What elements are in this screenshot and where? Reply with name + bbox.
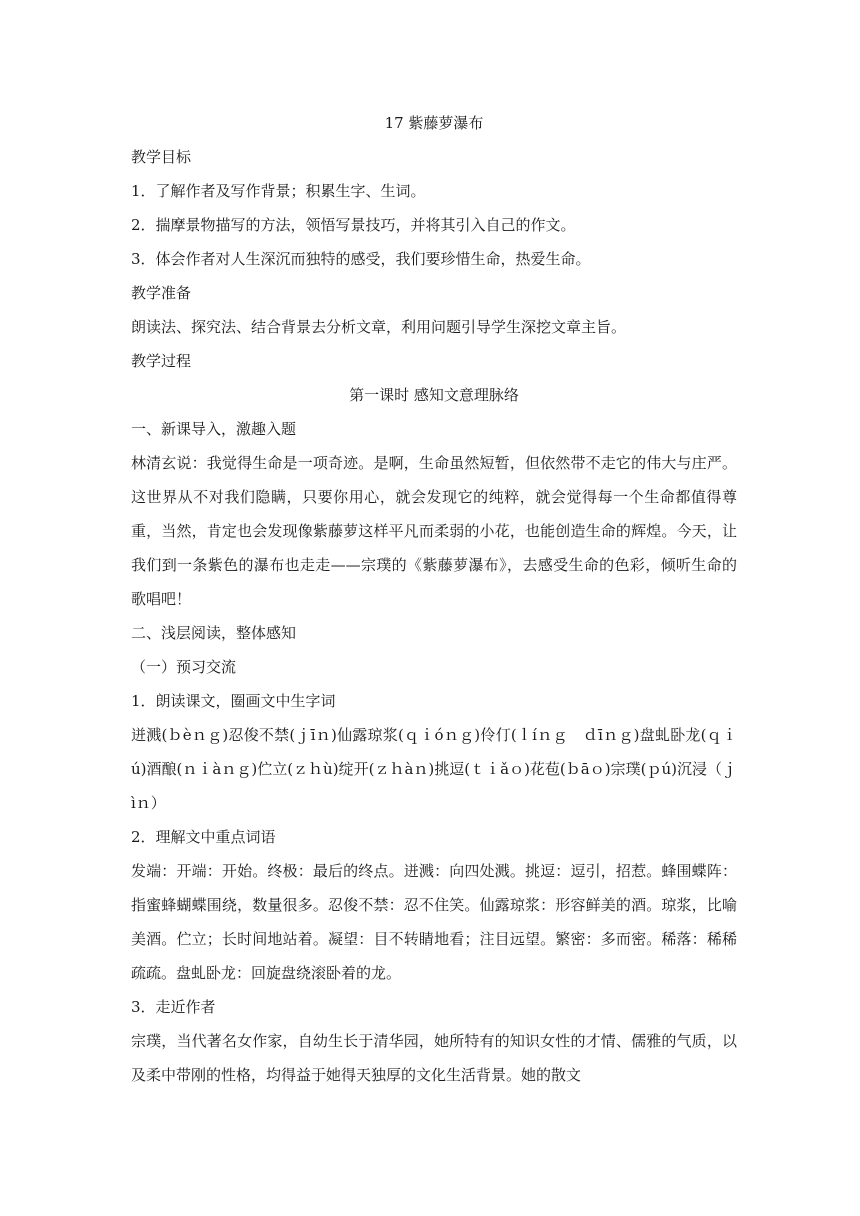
goal-item: 1．了解作者及写作背景；积累生字、生词。 <box>131 182 426 200</box>
goal-item: 2．揣摩景物描写的方法，领悟写景技巧，并将其引入自己的作文。 <box>131 216 576 234</box>
process-heading: 教学过程 <box>131 352 192 370</box>
first-lesson-title: 第一课时 感知文意理脉络 <box>349 386 519 404</box>
goal-item: 3．体会作者对人生深沉而独特的感受，我们要珍惜生命，热爱生命。 <box>131 250 591 268</box>
goals-heading: 教学目标 <box>131 148 192 166</box>
item-heading: 1．朗读课文，圈画文中生字词 <box>131 692 336 710</box>
item-heading: 2．理解文中重点词语 <box>131 828 276 846</box>
prep-heading: 教学准备 <box>131 284 192 302</box>
section-heading: 二、浅层阅读，整体感知 <box>131 624 297 642</box>
author-paragraph: 宗璞，当代著名女作家，自幼生长于清华园，她所特有的知识女性的才情、儒雅的气质，以及柔中带刚的性格，均得益于她得天独厚的文化生活背景。她的散文 <box>131 1032 737 1084</box>
pinyin-paragraph: 迸溅(ｂèｎｇ)忍俊不禁(ｊīｎ)仙露琼浆(ｑｉóｎｇ)伶仃(ｌíｎｇ ｄīｎｇ)盘虬卧龙(ｑｉú)酒酿(ｎｉàｎｇ)伫立(ｚｈù)绽开(ｚｈàｎ)挑逗(ｔｉǎｏ)花苞(ｂāｏ)宗璞(ｐú)沉浸（ｊìｎ） <box>131 726 737 812</box>
document-page <box>131 106 737 1092</box>
subsection-heading: （一）预习交流 <box>131 658 237 676</box>
prep-text: 朗读法、探究法、结合背景去分析文章，利用问题引导学生深挖文章主旨。 <box>131 318 627 336</box>
item-heading: 3．走近作者 <box>131 998 216 1016</box>
intro-paragraph: 林清玄说：我觉得生命是一项奇迹。是啊，生命虽然短暂，但依然带不走它的伟大与庄严。这世界从不对我们隐瞒，只要你用心，就会发现它的纯粹，就会觉得每一个生命都值得尊重，当然，肯定也会发现像紫藤萝这样平凡而柔弱的小花，也能创造生命的辉煌。今天，让我们到一条紫色的瀑布也走走——宗璞的《紫藤萝瀑布》，去感受生命的色彩，倾听生命的歌唱吧！ <box>131 454 737 608</box>
section-heading: 一、新课导入，激趣入题 <box>131 420 297 438</box>
vocabulary-paragraph: 发端：开端：开始。终极：最后的终点。迸溅：向四处溅。挑逗：逗引，招惹。蜂围蝶阵：指蜜蜂蝴蝶围绕，数量很多。忍俊不禁：忍不住笑。仙露琼浆：形容鲜美的酒。琼浆，比喻美酒。伫立；长时间地站着。凝望：目不转睛地看；注目远望。繁密：多而密。稀落：稀稀疏疏。盘虬卧龙：回旋盘绕滚卧着的龙。 <box>131 862 737 982</box>
lesson-title: 17 紫藤萝瀑布 <box>384 114 484 132</box>
